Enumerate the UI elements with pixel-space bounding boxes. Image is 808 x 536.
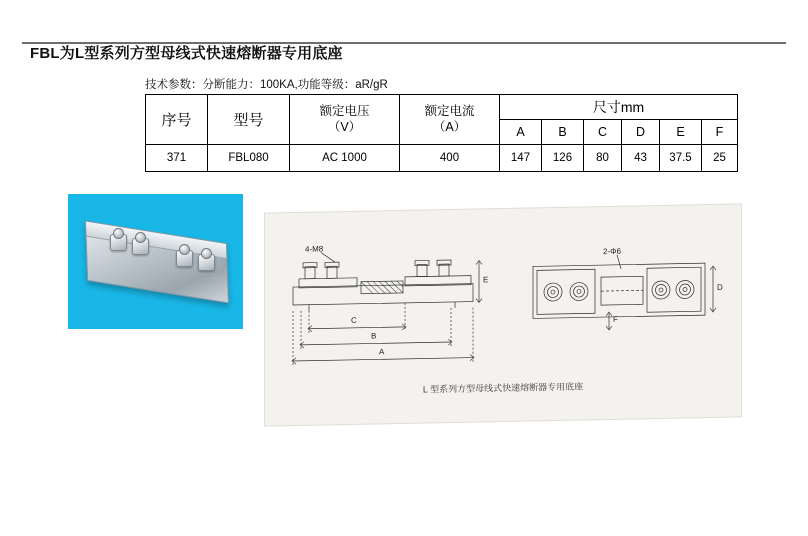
cell-dim-c: 80 (584, 145, 622, 172)
cell-dim-e: 37.5 (660, 145, 702, 172)
page-title: FBL为L型系列方型母线式快速熔断器专用底座 (30, 45, 343, 62)
terminal-bolt-4 (201, 248, 212, 259)
cell-dim-b: 126 (542, 145, 584, 172)
dim-label-e: E (483, 275, 489, 285)
terminal-bolt-1 (113, 228, 124, 239)
cell-voltage: AC 1000 (290, 145, 400, 172)
header-dimensions: 尺寸mm (500, 95, 738, 120)
cell-model: FBL080 (208, 145, 290, 172)
specification-table (145, 94, 738, 172)
table-header-row-1 (146, 95, 738, 120)
header-dim-d: D (622, 120, 660, 145)
product-photo (68, 194, 243, 329)
header-index: 序号 (146, 95, 208, 145)
header-dim-c: C (584, 120, 622, 145)
drawing-caption: L 型系列方型母线式快速熔断器专用底座 (422, 381, 584, 395)
cell-dim-a: 147 (500, 145, 542, 172)
dim-label-f: F (613, 314, 618, 324)
header-dim-e: E (660, 120, 702, 145)
dim-label-d: D (717, 282, 723, 292)
table-row (146, 145, 738, 172)
header-voltage (290, 95, 400, 145)
header-voltage-line2: （V） (327, 119, 362, 134)
header-current-line2: （A） (432, 119, 467, 134)
terminal-bolt-3 (179, 244, 190, 255)
dim-label-b: B (371, 331, 377, 341)
header-dim-a: A (500, 120, 542, 145)
header-dim-b: B (542, 120, 584, 145)
cell-index: 371 (146, 145, 208, 172)
technical-drawing-panel (264, 203, 742, 426)
cell-dim-d: 43 (622, 145, 660, 172)
header-dim-f: F (702, 120, 738, 145)
dim-label-a: A (379, 347, 385, 357)
spec-parameters-line: 技术参数：分断能力：100KA,功能等级：aR/gR (145, 79, 388, 91)
note-thread: 4-M8 (305, 244, 324, 254)
note-hole: 2-Φ6 (603, 246, 621, 257)
cell-dim-f: 25 (702, 145, 738, 172)
header-model: 型号 (208, 95, 290, 145)
header-current-line1: 额定电流 (424, 103, 475, 118)
terminal-bolt-2 (135, 232, 146, 243)
technical-drawing (265, 204, 741, 425)
title-block (0, 42, 808, 64)
header-voltage-line1: 额定电压 (319, 103, 370, 118)
cell-current: 400 (400, 145, 500, 172)
header-current (400, 95, 500, 145)
dim-label-c: C (351, 315, 357, 325)
